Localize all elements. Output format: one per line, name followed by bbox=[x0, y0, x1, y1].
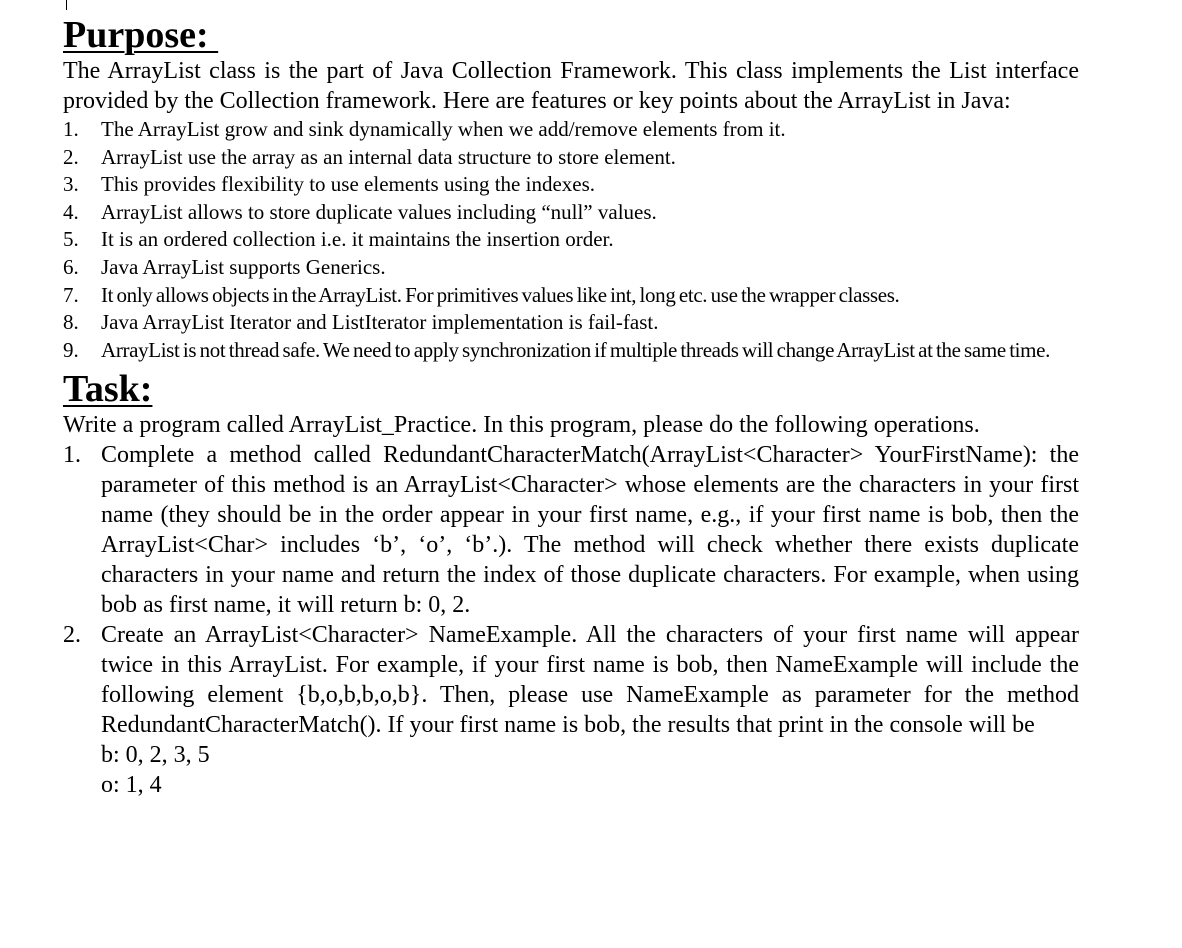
text-cursor bbox=[66, 0, 67, 10]
list-item: 5. It is an ordered collection i.e. it maintains the insertion order. bbox=[63, 227, 614, 252]
purpose-intro: The ArrayList class is the part of Java Collection Framework. This class implements the List interface provided by the Collection framework. Here are features or key points about the ArrayList in Java: bbox=[63, 58, 1079, 114]
purpose-heading: Purpose: bbox=[63, 14, 219, 56]
document-page bbox=[63, 14, 1079, 800]
list-item: 1. Complete a method called RedundantCharacterMatch(ArrayList<Character> YourFirstName): the parameter of this method is an ArrayList<Character> whose elements are the characters in your first name (they should be in the order appear in your first name, e.g., if your first name is bob, then the ArrayList<Char> includes ‘b’, ‘o’, ‘b’.). The method will check whether there exists duplicate characters in your name and return the index of those duplicate characters. For example, when using bob as first name, it will return b: 0, 2. bbox=[63, 442, 1079, 619]
console-output-line: o: 1, 4 bbox=[101, 772, 162, 799]
console-output-line: b: 0, 2, 3, 5 bbox=[101, 742, 210, 769]
list-item: 9. ArrayList is not thread safe. We need to apply synchronization if multiple threads will change ArrayList at the same time. bbox=[63, 337, 1051, 362]
task-list bbox=[63, 440, 1079, 800]
list-item: 6. Java ArrayList supports Generics. bbox=[63, 254, 386, 279]
task-heading: Task: bbox=[63, 368, 153, 411]
purpose-feature-list bbox=[63, 116, 1079, 364]
list-item: 4. ArrayList allows to store duplicate values including “null” values. bbox=[63, 199, 657, 224]
list-item: 2. Create an ArrayList<Character> NameExample. All the characters of your first name will appear twice in this ArrayList. For example, if your first name is bob, then NameExample will include the following element {b,o,b,b,o,b}. Then, please use NameExample as parameter for the method RedundantCharacterMatch(). If your first name is bob, the results that print in the console will be b: 0, 2, 3, 5 o: 1, 4 bbox=[63, 622, 1079, 799]
list-item: 8. Java ArrayList Iterator and ListIterator implementation is fail-fast. bbox=[63, 310, 659, 335]
list-item: 1. The ArrayList grow and sink dynamically when we add/remove elements from it. bbox=[63, 117, 786, 141]
task-intro: Write a program called ArrayList_Practice. In this program, please do the following operations. bbox=[63, 412, 980, 439]
list-item: 7. It only allows objects in the ArrayList. For primitives values like int, long etc. use the wrapper classes. bbox=[63, 282, 900, 307]
list-item: 3. This provides flexibility to use elements using the indexes. bbox=[63, 172, 596, 197]
list-item: 2. ArrayList use the array as an internal data structure to store element. bbox=[63, 144, 676, 169]
